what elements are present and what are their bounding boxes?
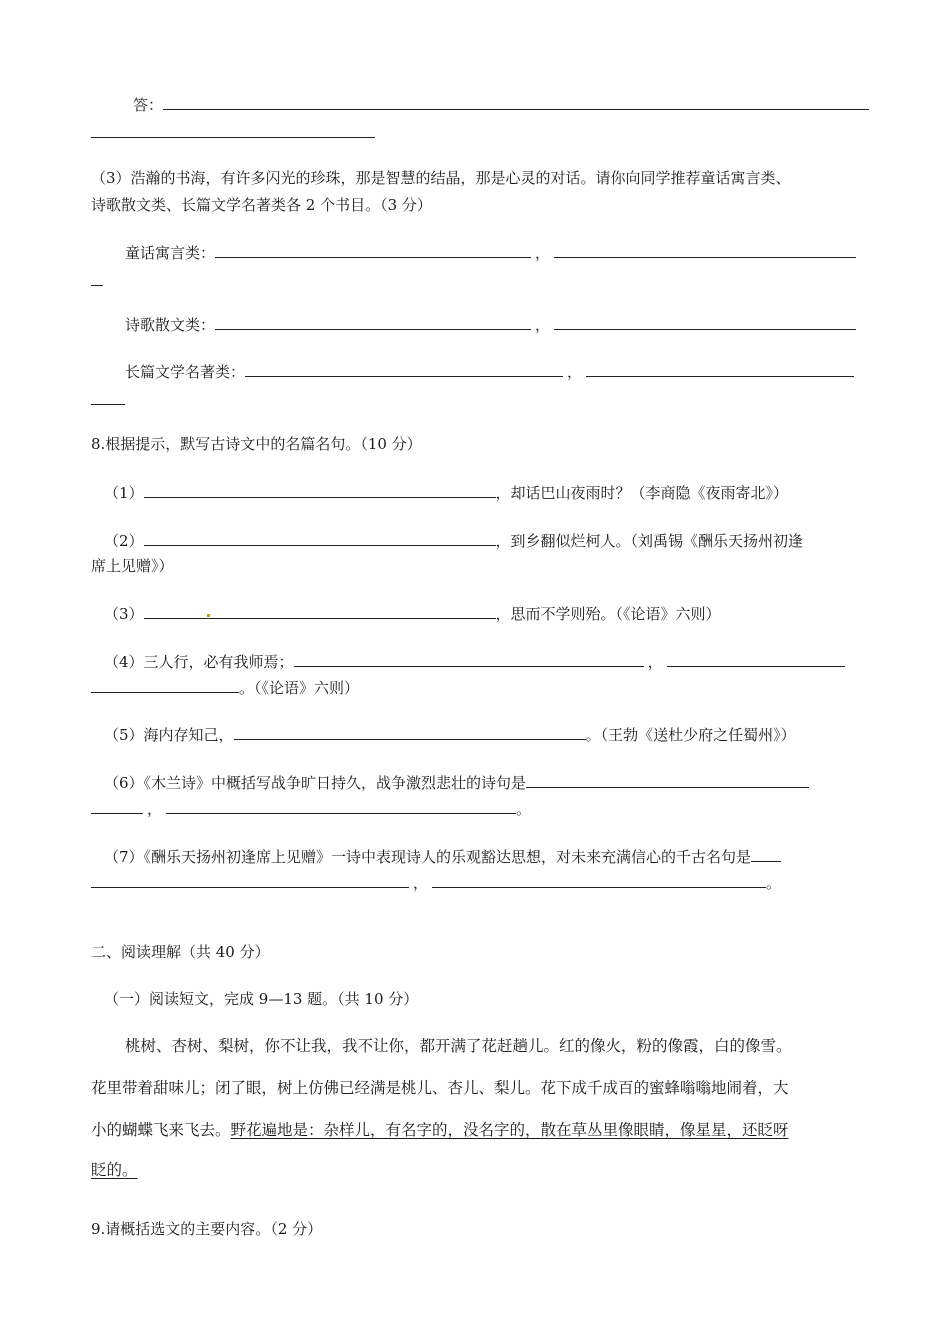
novel-blank-2[interactable]: [586, 361, 854, 377]
poetry-label: 诗歌散文类：: [125, 316, 216, 334]
q8-item-5: （5）海内存知己， 。（王勃《送杜少府之任蜀州》）: [104, 726, 796, 744]
q8-item-2-cont: 席上见赠》）: [91, 557, 174, 575]
passage-line-4: 眨的。: [91, 1161, 138, 1179]
answer-line: [133, 94, 869, 115]
fairy-tale-blank-2[interactable]: [554, 242, 856, 258]
underlined-sentence: 野花遍地是：杂样儿，有名字的，没名字的，散在草丛里像眼睛，像星星，还眨呀: [230, 1121, 789, 1139]
q8-title: 8.根据提示，默写古诗文中的名篇名句。（10 分）: [91, 435, 422, 453]
q8-6-blank-3[interactable]: [166, 798, 516, 814]
q8-item-4-cont: 。（《论语》六则）: [91, 677, 359, 698]
answer-line-cont: [91, 122, 375, 143]
q7-3-prompt-line2: 诗歌散文类、长篇文学名著类各 2 个书目。（3 分）: [91, 196, 432, 214]
q8-item-6: （6）《木兰诗》中概括写战争旷日持久，战争激烈悲壮的诗句是: [104, 772, 809, 793]
poetry-row: 诗歌散文类： ，: [125, 314, 856, 335]
novel-blank-1[interactable]: [245, 361, 563, 377]
passage-line-3: 小的蝴蝶飞来飞去。野花遍地是：杂样儿，有名字的，没名字的，散在草丛里像眼睛，像星星，还眨呀: [91, 1121, 789, 1139]
fairy-tale-blank-cont[interactable]: [91, 270, 103, 286]
q8-item-6-cont: ， 。: [91, 798, 531, 819]
novel-blank-cont[interactable]: [91, 389, 125, 405]
q8-7-blank-1[interactable]: [751, 846, 781, 862]
novel-label: 长篇文学名著类：: [125, 363, 246, 381]
q9-prompt: 9.请概括选文的主要内容。（2 分）: [91, 1220, 323, 1238]
q8-2-blank[interactable]: [144, 530, 496, 546]
q8-4-blank-3[interactable]: [91, 677, 239, 693]
q8-4-blank-1[interactable]: [294, 651, 644, 667]
poetry-blank-2[interactable]: [554, 314, 856, 330]
answer-blank[interactable]: [163, 94, 869, 110]
q8-item-7-cont: ， 。: [91, 872, 781, 893]
poetry-blank-1[interactable]: [215, 314, 531, 330]
fairy-tale-label: 童话寓言类：: [125, 244, 216, 262]
q8-item-2: （2） ，到乡翻似烂柯人。（刘禹锡《酬乐天扬州初逢: [104, 532, 804, 550]
q8-item-7: （7）《酬乐天扬州初逢席上见赠》一诗中表现诗人的乐观豁达思想，对未来充满信心的千古名句是: [104, 846, 781, 867]
q8-5-blank[interactable]: [234, 724, 586, 740]
q7-3-prompt-line1: （3）浩瀚的书海，有许多闪光的珍珠，那是智慧的结晶，那是心灵的对话。请你向同学推荐童话寓言类、: [91, 169, 791, 187]
answer-label: 答：: [133, 96, 164, 114]
q8-7-blank-3[interactable]: [432, 872, 766, 888]
novel-cont: [91, 389, 125, 410]
q8-6-blank-1[interactable]: [526, 772, 809, 788]
answer-blank-cont[interactable]: [91, 122, 375, 138]
section2-title: 二、阅读理解（共 40 分）: [91, 943, 270, 961]
passage-line-2: 花里带着甜味儿；闭了眼，树上仿佛已经满是桃儿、杏儿、梨儿。花下成千成百的蜜蜂嗡嗡地闹着，大: [91, 1079, 789, 1097]
q8-3-blank[interactable]: [144, 603, 496, 619]
q8-item-4: （4）三人行，必有我师焉； ，: [104, 651, 845, 672]
q8-6-blank-2[interactable]: [91, 798, 143, 814]
q8-1-blank[interactable]: [144, 482, 496, 498]
q8-7-blank-2[interactable]: [91, 872, 409, 888]
q8-item-1: （1） ，却话巴山夜雨时？（李商隐《夜雨寄北》）: [104, 484, 789, 502]
passage-line-1: 桃树、杏树、梨树，你不让我，我不让你，都开满了花赶趟儿。红的像火，粉的像霞，白的像雪。: [125, 1037, 792, 1055]
fairy-tale-blank-1[interactable]: [215, 242, 531, 258]
q8-item-3: （3） ，思而不学则殆。（《论语》六则）: [104, 605, 721, 623]
fairy-tale-cont: [91, 270, 103, 291]
q8-4-blank-2[interactable]: [667, 651, 845, 667]
novel-row: 长篇文学名著类： ，: [125, 361, 854, 382]
fairy-tale-row: 童话寓言类： ，: [125, 242, 856, 263]
section2-sub: （一）阅读短文，完成 9—13 题。（共 10 分）: [104, 990, 419, 1008]
stray-mark: [207, 614, 210, 617]
